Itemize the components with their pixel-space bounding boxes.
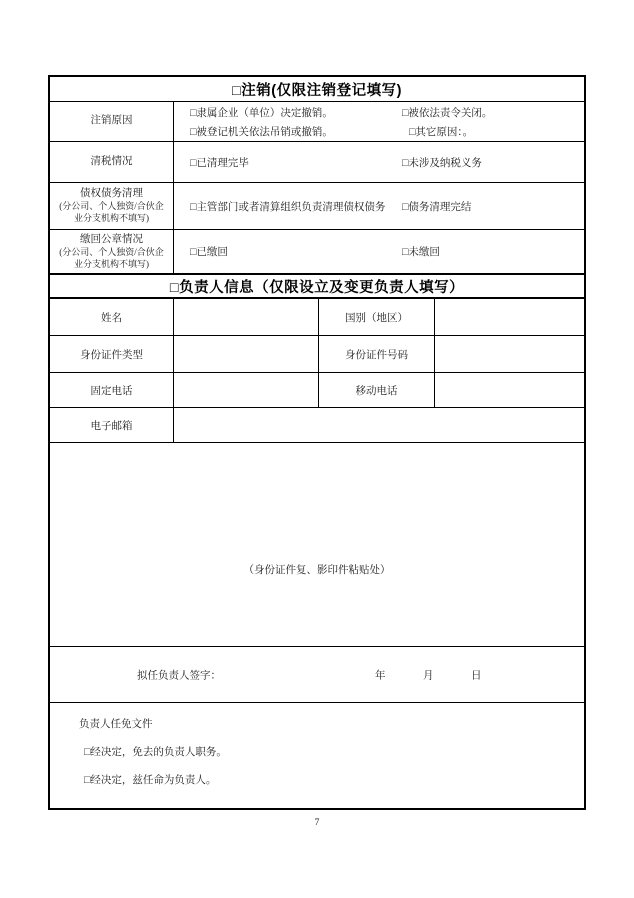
debt-settlement-label-title: 债权债务清理	[80, 188, 143, 200]
seal-return-label	[50, 230, 174, 273]
id-type-label: 身份证件类型	[50, 336, 174, 372]
tax-clearance-options	[174, 142, 584, 182]
checkbox-option: □被依法责令关闭。	[402, 107, 493, 119]
appointment-documents-title: 负责人任免文件	[79, 719, 153, 730]
name-value-cell	[174, 299, 319, 335]
checkbox-option: □经决定，兹任命为负责人。	[84, 775, 217, 786]
row-phones	[50, 373, 584, 408]
section-principal-title: □负责人信息（仅限设立及变更负责人填写）	[169, 279, 465, 296]
checkbox-option: □其它原因：。	[409, 126, 474, 138]
date-year-label: 年	[375, 670, 386, 681]
country-value-cell	[435, 299, 584, 335]
debt-settlement-option-grid	[174, 199, 584, 214]
checkbox-option: □主管部门或者清算组织负责清理债权债务	[190, 201, 386, 213]
row-seal-return	[50, 230, 584, 275]
id-number-label: 身份证件号码	[319, 336, 435, 372]
id-photocopy-paste-note: （身份证件复、影印件粘贴处）	[243, 565, 391, 576]
tax-clearance-option-grid	[174, 155, 584, 170]
checkbox-option: □债务清理完结	[402, 201, 472, 213]
row-id-type-number	[50, 336, 584, 373]
id-photocopy-paste-area	[50, 443, 584, 647]
checkbox-option: □被登记机关依法吊销或撤销。	[190, 126, 333, 138]
row-email	[50, 408, 584, 443]
row-signature	[50, 647, 584, 703]
row-tax-clearance	[50, 142, 584, 183]
mobile-value-cell	[435, 373, 584, 407]
date-day-label: 日	[471, 670, 482, 681]
row-debt-settlement	[50, 183, 584, 230]
seal-return-label-note: (分公司、个人独资/合伙企 业分支机构不填写)	[59, 246, 164, 269]
checkbox-option: □已清理完毕	[190, 157, 249, 169]
mobile-label: 移动电话	[319, 373, 435, 407]
id-number-value-cell	[435, 336, 584, 372]
landline-value-cell	[174, 373, 319, 407]
row-cancellation-reason	[50, 102, 584, 142]
checkbox-option: □经决定，免去的负责人职务。	[84, 747, 227, 758]
seal-return-option-grid	[174, 244, 584, 259]
debt-settlement-label	[50, 183, 174, 229]
country-label: 国别（地区）	[319, 299, 435, 335]
cancellation-reason-option-grid	[174, 105, 584, 139]
debt-settlement-label-note: (分公司、个人独资/合伙企 业分支机构不填写)	[59, 201, 164, 224]
checkbox-option: □已缴回	[190, 247, 228, 258]
row-appointment-documents	[50, 703, 584, 808]
section-cancellation-header	[50, 77, 584, 102]
page-number: 7	[314, 818, 320, 828]
id-type-value-cell	[174, 336, 319, 372]
signature-label: 拟任负责人签字：	[137, 670, 221, 681]
debt-settlement-options	[174, 183, 584, 229]
checkbox-option: □未缴回	[402, 247, 440, 258]
section-principal-header	[50, 275, 584, 299]
checkbox-option: □未涉及纳税义务	[402, 157, 482, 169]
cancellation-reason-label: 注销原因	[50, 102, 174, 141]
cancellation-reason-options	[174, 102, 584, 141]
date-month-label: 月	[423, 670, 434, 681]
email-value-cell	[174, 408, 584, 442]
seal-return-options	[174, 230, 584, 273]
landline-label: 固定电话	[50, 373, 174, 407]
email-label: 电子邮箱	[50, 408, 174, 442]
section-cancellation-title: □注销(仅限注销登记填写)	[232, 82, 402, 99]
registration-form-table	[48, 75, 586, 810]
name-label: 姓名	[50, 299, 174, 335]
tax-clearance-label: 清税情况	[50, 142, 174, 182]
row-name-country	[50, 299, 584, 336]
seal-return-label-title: 缴回公章情况	[80, 233, 143, 245]
checkbox-option: □隶属企业（单位）决定撤销。	[190, 107, 333, 119]
